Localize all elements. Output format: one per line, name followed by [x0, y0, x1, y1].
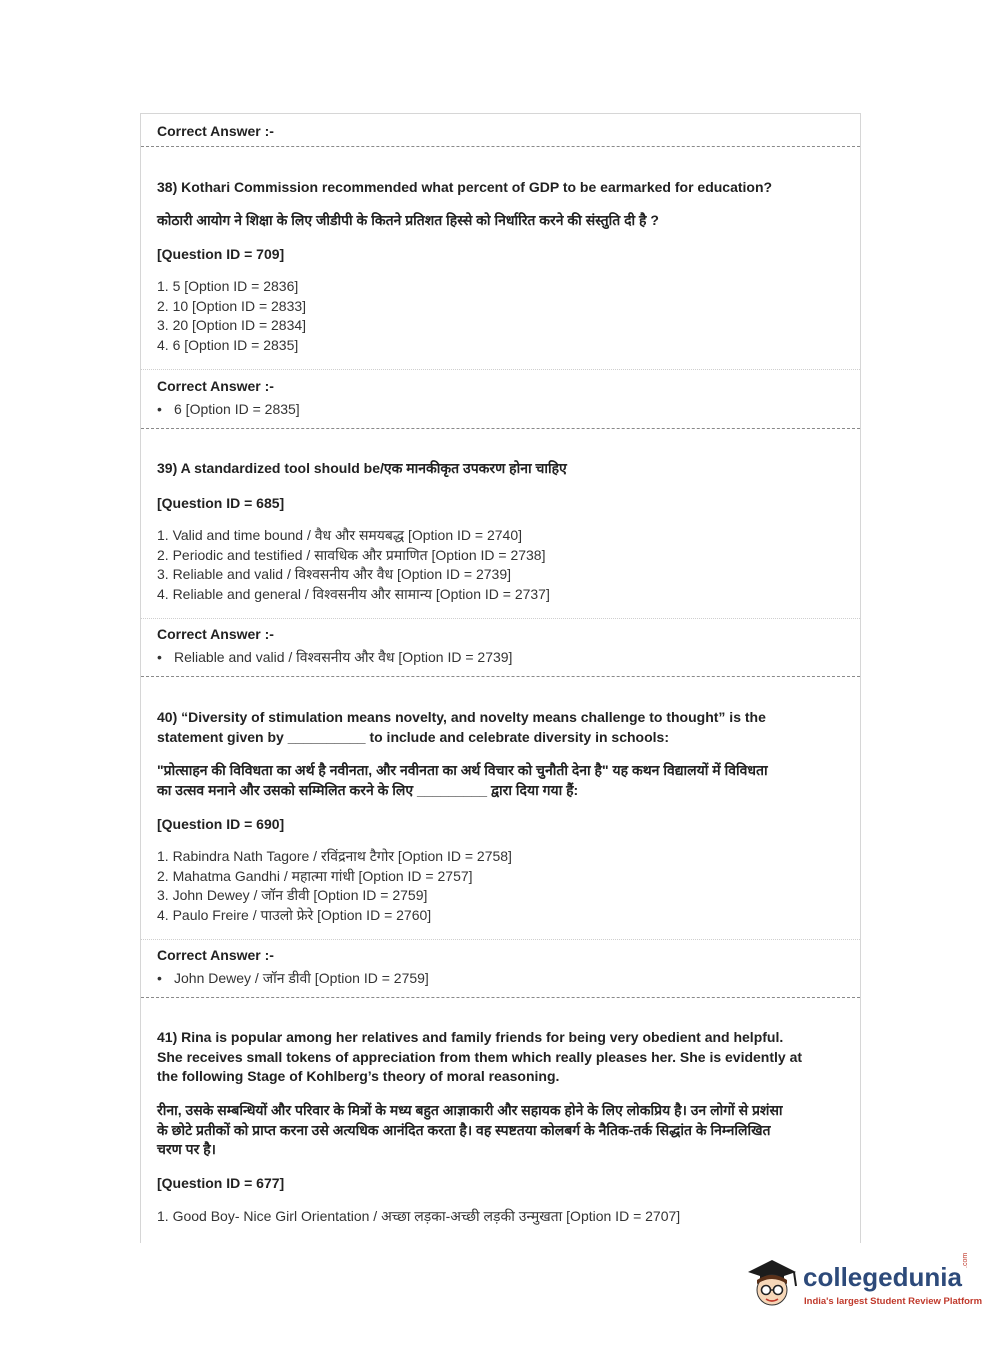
question-text: 38) Kothari Commission recommended what percent of GDP to be earmarked for education?: [157, 179, 773, 195]
question-text-hindi: "प्रोत्साहन की विविधता का अर्थ है नवीनता, और नवीनता का अर्थ विचार को चुनौती देना है" यह कथन विद्यालयों में विविधता: [157, 762, 768, 778]
option-item: 3. 20 [Option ID = 2834]: [157, 317, 307, 333]
divider: [141, 997, 860, 998]
question-text-hindi: चरण पर है।: [157, 1141, 216, 1157]
question-text-hindi: रीना, उसके सम्बन्धियों और परिवार के मित्रों के मध्य बहुत आज्ञाकारी और सहायक होने के लिए लोकप्रिय है। उन लोगों से प्रशंसा: [157, 1102, 783, 1118]
correct-answer-value: • John Dewey / जॉन डीवी [Option ID = 2759]: [157, 968, 429, 988]
correct-answer-label: Correct Answer :-: [157, 626, 274, 642]
option-item: 1. Good Boy- Nice Girl Orientation / अच्छा लड़का-अच्छी लड़की उन्मुखता [Option ID = 2707]: [157, 1208, 681, 1224]
mascot-icon: [748, 1260, 796, 1305]
option-item: 1. 5 [Option ID = 2836]: [157, 278, 299, 294]
separator: [141, 369, 860, 370]
correct-answer-label: Correct Answer :-: [157, 947, 274, 963]
question-text: statement given by __________ to include and celebrate diversity in schools:: [157, 728, 669, 745]
question-id: [Question ID = 690]: [157, 816, 285, 832]
option-item: 2. Periodic and testified / सावधिक और प्रमाणित [Option ID = 2738]: [157, 546, 546, 563]
option-item: 1. Valid and time bound / वैध और समयबद्ध [Option ID = 2740]: [157, 527, 522, 543]
divider: [141, 676, 860, 677]
question-id: [Question ID = 709]: [157, 246, 285, 262]
divider: [141, 428, 860, 429]
correct-answer-value: • 6 [Option ID = 2835]: [157, 399, 300, 419]
separator: [141, 939, 860, 940]
brand-tagline: India's largest Student Review Platform: [804, 1296, 983, 1307]
question-id: [Question ID = 677]: [157, 1175, 285, 1191]
option-item: 1. Rabindra Nath Tagore / रविंद्रनाथ टैगोर [Option ID = 2758]: [157, 848, 512, 864]
separator: [141, 618, 860, 619]
brand-domain: .com: [962, 1252, 969, 1268]
question-text: 41) Rina is popular among her relatives and family friends for being very obedient and helpful.: [157, 1029, 784, 1045]
divider: [141, 146, 860, 147]
correct-answer-label: Correct Answer :-: [157, 123, 274, 139]
option-item: 2. Mahatma Gandhi / महात्मा गांधी [Option ID = 2757]: [157, 867, 473, 884]
brand-name: collegedunia: [803, 1262, 962, 1292]
option-item: 3. Reliable and valid / विश्वसनीय और वैध [Option ID = 2739]: [157, 566, 512, 582]
option-item: 4. Paulo Freire / पाउलो फ्रेरे [Option ID = 2760]: [157, 906, 432, 923]
question-text: She receives small tokens of appreciation from them which really pleases her. She is evidently at: [157, 1048, 803, 1065]
question-id: [Question ID = 685]: [157, 495, 285, 511]
question-text-hindi: कोठारी आयोग ने शिक्षा के लिए जीडीपी के कितने प्रतिशत हिस्से को निर्धारित करने की संस्तुति दी है ?: [157, 212, 659, 228]
correct-answer-label: Correct Answer :-: [157, 378, 274, 394]
question-text: 39) A standardized tool should be/एक मानकीकृत उपकरण होना चाहिए: [157, 460, 567, 476]
option-item: 2. 10 [Option ID = 2833]: [157, 297, 307, 314]
exam-sheet: [140, 113, 861, 1243]
option-item: 4. Reliable and general / विश्वसनीय और सामान्य [Option ID = 2737]: [157, 585, 550, 602]
question-text: 40) “Diversity of stimulation means novelty, and novelty means challenge to thought” is the: [157, 709, 766, 725]
question-text-hindi: का उत्सव मनाने और उसको सम्मिलित करने के लिए _________ द्वारा दिया गया हैं:: [157, 781, 579, 798]
question-text-hindi: के छोटे प्रतीकों को प्राप्त करना उसे अत्यधिक आनंदित करता है। वह स्पष्टतया कोलबर्ग के नैतिक-तर्क सिद्धांत के निम्नलिखित: [157, 1121, 771, 1138]
option-item: 3. John Dewey / जॉन डीवी [Option ID = 2759]: [157, 887, 428, 903]
correct-answer-value: • Reliable and valid / विश्वसनीय और वैध [Option ID = 2739]: [157, 647, 512, 667]
question-text: the following Stage of Kohlberg’s theory of moral reasoning.: [157, 1068, 560, 1084]
option-item: 4. 6 [Option ID = 2835]: [157, 336, 299, 353]
